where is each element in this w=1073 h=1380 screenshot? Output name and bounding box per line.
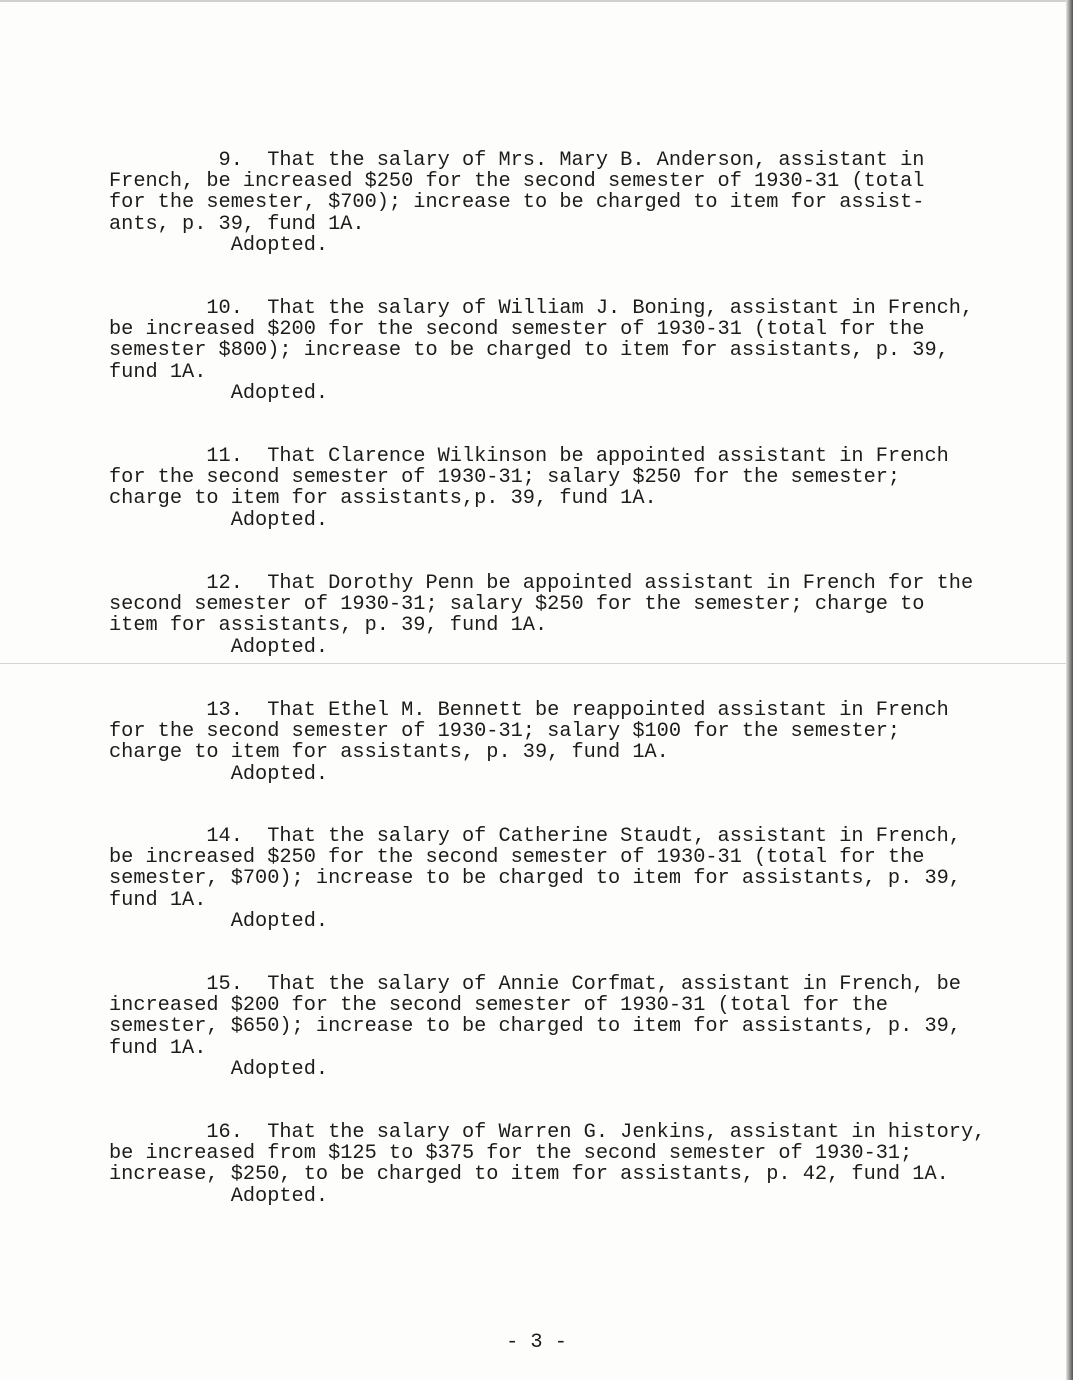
resolution-item-9: 9. That the salary of Mrs. Mary B. Anderson, assistant in French, be increased $250 for the second semester of 1930-31 (total for the semester, $700); increase to be charged to item for assist- ants, p. 39, fund 1A. Adopted. — [109, 149, 925, 257]
page-right-edge — [1066, 0, 1073, 1380]
resolution-item-11: 11. That Clarence Wilkinson be appointed assistant in French for the second semester of 1930-31; salary $250 for the semester; charge to item for assistants,p. 39, fund 1A. Adopted. — [109, 445, 949, 532]
resolution-item-16: 16. That the salary of Warren G. Jenkins, assistant in history, be increased from $125 to $375 for the second semester of 1930-31; increase, $250, to be charged to item for assistants, p. 42, fund 1A. Adopted. — [109, 1121, 986, 1208]
resolution-item-15: 15. That the salary of Annie Corfmat, assistant in French, be increased $200 for the second semester of 1930-31 (total for the semester, $650); increase to be charged to item for assistants, p. 39, fund 1A. Adopted. — [109, 973, 961, 1081]
resolution-item-12: 12. That Dorothy Penn be appointed assistant in French for the second semester of 1930-31; salary $250 for the semester; charge to item for assistants, p. 39, fund 1A. Adopted. — [109, 572, 974, 659]
resolution-item-10: 10. That the salary of William J. Boning, assistant in French, be increased $200 for the second semester of 1930-31 (total for the semester $800); increase to be charged to item for assistants, p. 39, fund 1A. Adopted. — [109, 297, 974, 405]
resolution-item-13: 13. That Ethel M. Bennett be reappointed assistant in French for the second semester of 1930-31; salary $100 for the semester; charge to item for assistants, p. 39, fund 1A. Adopted. — [109, 699, 949, 786]
resolution-item-14: 14. That the salary of Catherine Staudt, assistant in French, be increased $250 for the second semester of 1930-31 (total for the semester, $700); increase to be charged to item for assistants, p. 39, fund 1A. Adopted. — [109, 825, 961, 933]
page-top-edge — [0, 0, 1073, 2]
page-number: - 3 - — [506, 1331, 567, 1354]
page-fold-line — [0, 663, 1066, 664]
